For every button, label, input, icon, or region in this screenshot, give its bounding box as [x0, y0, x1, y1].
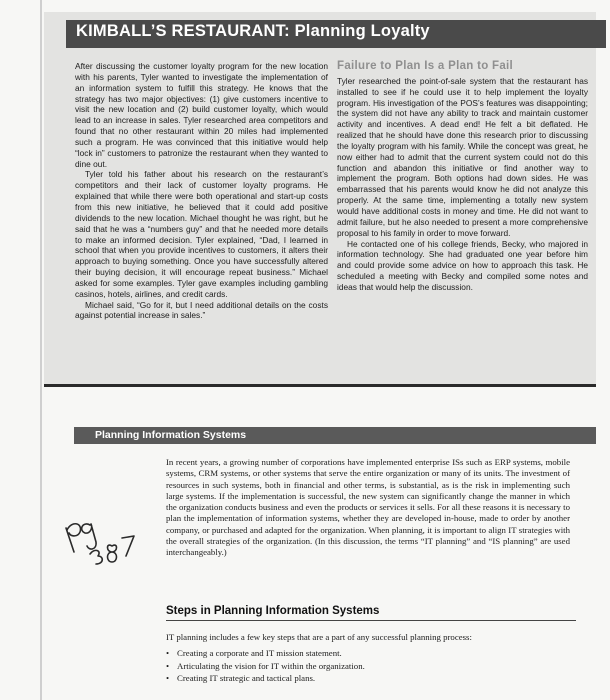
- case-paragraph: He contacted one of his college friends, Becky, who majored in information technology. She had graduated one year before him and could provide some advice on how to approach this task. He scheduled a meeting with Becky and compiled some notes and ideas that would help the discussion.: [337, 238, 588, 292]
- case-subheading: Failure to Plan Is a Plan to Fail: [337, 60, 514, 72]
- list-item-text: Creating IT strategic and tactical plans.: [177, 673, 316, 684]
- list-item-text: Articulating the vision for IT within the organization.: [177, 660, 365, 671]
- bullet-icon: •: [166, 648, 170, 658]
- section-body: [166, 457, 570, 558]
- case-study-right-column: [337, 61, 588, 293]
- bullet-icon: •: [166, 660, 170, 671]
- case-paragraph: Tyler told his father about his research on the restaurant’s competitors and their lack of customer loyalty programs. He explained that while there were both operational and start-up costs from this new initiative, he believed that it could add positive dividends to the new location. Michael thought he was right, but he said that he was a “numbers guy” and that he needed more details to make an informed decision. Tyler explained, “Dad, I learned in school that when you provide incentives to customers, it alters their approach to buying something. Once you have successfully altered their buying decision, it will encourage repeat business.” Michael asked for some examples. Tyler gave examples including gambling casinos, hotels, airlines, and credit cards.: [75, 169, 328, 299]
- list-item: [166, 647, 576, 660]
- case-paragraph: Tyler researched the point-of-sale system that the restaurant has installed to see if he could use it to help implement the loyalty program. His investigation of the POS’s features was disappointing; the system did not have any ability to track and maintain customer activity and incentives. A dead end! He felt a bit deflated. He realized that he should have done this research prior to discussing the loyalty program with his family. While the concept was great, he now either had to admit that the current system could not do this function and abandon this initiative or find another way to implement the program. Both options had down sides. He was embarrassed that his parents would know he did not analyze this properly. At the same time, implementing a totally new system would have additional costs in money and time. He did not want to admit failure, but he also needed to present a more comprehensive proposal to his family in order to move forward.: [337, 75, 588, 238]
- page-gutter-edge: [40, 0, 42, 700]
- list-item-text: Creating a corporate and IT mission statement.: [177, 648, 342, 658]
- steps-list: [166, 647, 576, 685]
- handwritten-page-note: [56, 506, 146, 576]
- list-item: [166, 672, 576, 685]
- case-study-left-column: [75, 61, 328, 321]
- bullet-icon: •: [166, 673, 170, 684]
- list-item: [166, 660, 576, 673]
- body-paragraph: In recent years, a growing number of corporations have implemented enterprise ISs such as ERP systems, mobile systems, CRM systems, or other systems that serve the entire organization or many of its units. The investment of resources in such systems, both in financial and other terms, is substantial, as is the risk in implementing such large systems. If the implementation is successful, the new system can significantly change the manner in which the organization conducts business and even the products or services it sells. For all these reasons it is necessary to plan the implementation of information systems, whether they are developed in-house, made to order by another company, or purchased and adapted for the organization. When planning, it is important to align IT strategies with the overall strategies of the organization. (In this discussion, the terms “IT planning” and “IS planning” are used interchangeably.): [166, 457, 570, 557]
- steps-intro: IT planning includes a few key steps that are a part of any successful planning process:: [166, 632, 472, 642]
- case-paragraph: Michael said, “Go for it, but I need additional details on the costs against potential increase in sales.”: [75, 299, 328, 321]
- steps-heading-rule: [166, 620, 576, 621]
- case-paragraph: After discussing the customer loyalty program for the new location with his parents, Tyler wanted to investigate the implementation of an information system to fulfill this strategy. He knows that the strategy has two major objectives: (1) give customers incentive to visit the new location and (2) build customer loyalty, which would lead to an increase in sales. Tyler researched area competitors and found that no other restaurant within 20 miles had implemented such a program. He was convinced that this initiative would help “lock in” customers to patronize the restaurant when they wanted to dine out.: [75, 61, 328, 169]
- steps-heading: Steps in Planning Information Systems: [166, 605, 380, 617]
- case-study-bottom-rule: [44, 384, 596, 387]
- section-title: Planning Information Systems: [95, 429, 247, 441]
- case-study-title: KIMBALL’S RESTAURANT: Planning Loyalty: [76, 22, 430, 40]
